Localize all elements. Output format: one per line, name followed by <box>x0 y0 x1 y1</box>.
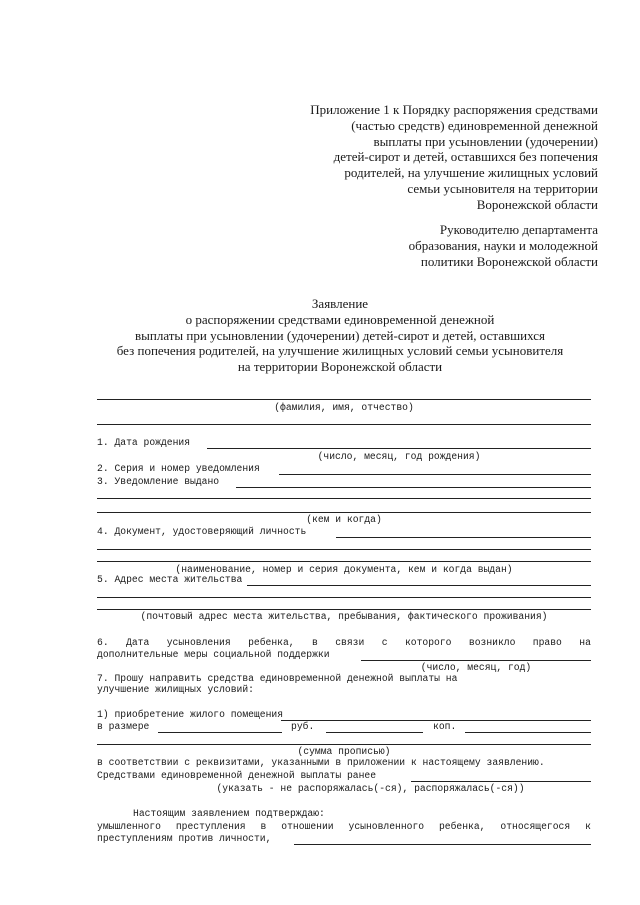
amount-label: в размере <box>97 721 150 732</box>
confirm-word: в <box>260 821 267 832</box>
id-doc-field-3[interactable] <box>97 561 591 562</box>
appendix-line: (частью средств) единовременной денежной <box>351 117 598 133</box>
confirm-word: умышленного <box>97 821 161 832</box>
appendix-line: Приложение 1 к Порядку распоряжения средствами <box>310 102 598 117</box>
statement-title <box>95 296 585 375</box>
issued-hint: (кем и когда) <box>306 514 382 525</box>
adoption-word: на <box>579 637 591 648</box>
id-doc-hint: (наименование, номер и серия документа, кем и когда выдан) <box>175 564 513 575</box>
previous-field[interactable] <box>411 781 591 782</box>
adoption-word: которого <box>404 637 452 648</box>
previous-line: Средствами единовременной денежной выплаты ранее <box>97 770 377 781</box>
confirm-word: ребенка, <box>438 821 486 832</box>
adoption-word: право <box>532 637 562 648</box>
confirm-word: усыновленного <box>348 821 425 832</box>
previous-hint: (указать - не распоряжалась(-ся), распоряжалась(-ся)) <box>216 783 525 794</box>
issued-field-2[interactable] <box>97 498 591 499</box>
addressee-block <box>340 222 598 269</box>
fio-hint: (фамилия, имя, отчество) <box>274 402 414 413</box>
adoption-word: Дата <box>126 637 150 648</box>
confirm-heading: Настоящим заявлением подтверждаю: <box>133 808 325 819</box>
adoption-line-2: дополнительные меры социальной поддержки <box>97 649 330 660</box>
adoption-word: с <box>381 637 388 648</box>
adoption-word: связи <box>335 637 365 648</box>
address-hint: (почтовый адрес места жительства, пребывания, фактического проживания) <box>140 611 548 622</box>
birth-hint: (число, месяц, год рождения) <box>317 451 481 462</box>
amount-kop-field[interactable] <box>465 732 591 733</box>
appendix-line: детей-сирот и детей, оставшихся без попечения <box>333 149 598 165</box>
adoption-word: в <box>312 637 318 648</box>
confirm-word: относящегося <box>500 821 571 832</box>
purchase-label: 1) приобретение жилого помещения <box>97 709 284 720</box>
title-line: без попечения родителей, на улучшение жилищных условий семьи усыновителя <box>116 343 564 359</box>
adoption-word: ребенка, <box>248 637 295 648</box>
confirm-word: преступления <box>175 821 246 832</box>
rub-label: руб. <box>291 721 315 732</box>
notice-label: 2. Серия и номер уведомления <box>97 463 260 474</box>
addressee-line: Руководителю департамента <box>439 222 598 237</box>
adoption-word: усыновления <box>166 637 231 648</box>
title-line: выплаты при усыновлении (удочерении) детей-сирот и детей, оставшихся <box>135 327 545 343</box>
confirm-field[interactable] <box>294 844 591 845</box>
title-heading: Заявление <box>311 296 369 311</box>
id-doc-label: 4. Документ, удостоверяющий личность <box>97 526 307 537</box>
addressee-line: политики Воронежской области <box>420 253 598 269</box>
appendix-line: Воронежской области <box>476 196 598 212</box>
adoption-word: возникло <box>468 637 516 648</box>
issued-field-1[interactable] <box>236 487 591 488</box>
address-field-2[interactable] <box>97 597 591 598</box>
id-doc-field-2[interactable] <box>97 549 591 550</box>
issued-label: 3. Уведомление выдано <box>97 476 220 487</box>
appendix-line: родителей, на улучшение жилищных условий <box>344 165 598 181</box>
adoption-line-1 <box>97 637 591 648</box>
kop-label: коп. <box>433 721 457 732</box>
addressee-line: образования, науки и молодежной <box>408 237 598 253</box>
confirm-line-1 <box>97 821 591 832</box>
notice-number-field[interactable] <box>279 474 591 475</box>
address-field-3[interactable] <box>97 609 591 610</box>
birth-label: 1. Дата рождения <box>97 437 191 448</box>
id-doc-field-1[interactable] <box>336 537 591 538</box>
adoption-word: 6. <box>97 637 109 648</box>
appendix-note <box>280 102 598 213</box>
appendix-line: выплаты при усыновлении (удочерении) <box>373 133 598 149</box>
amount-rub-field[interactable] <box>158 732 282 733</box>
title-line: о распоряжении средствами единовременной денежной <box>185 311 495 327</box>
amount-hint: (сумма прописью) <box>297 746 391 757</box>
address-field-1[interactable] <box>247 585 591 586</box>
birth-date-field[interactable] <box>207 448 591 449</box>
fio-line-1[interactable] <box>97 399 591 400</box>
issued-field-3[interactable] <box>97 512 591 513</box>
title-line: на территории Воронежской области <box>237 359 443 375</box>
amount-rub-field-2[interactable] <box>326 732 423 733</box>
confirm-word: отношении <box>281 821 334 832</box>
adoption-date-field[interactable] <box>361 660 591 661</box>
details-line: в соответствии с реквизитами, указанными в приложении к настоящему заявлению. <box>97 757 545 768</box>
request-line-1: 7. Прошу направить средства единовременной денежной выплаты на <box>97 673 458 684</box>
appendix-line: семьи усыновителя на территории <box>407 180 598 196</box>
address-label: 5. Адрес места жительства <box>97 574 243 585</box>
fio-line-2[interactable] <box>97 424 591 425</box>
adoption-hint: (число, месяц, год) <box>420 662 532 673</box>
confirm-word: к <box>585 821 591 832</box>
confirm-line-2: преступлениям против личности, <box>97 833 272 844</box>
amount-words-field[interactable] <box>97 744 591 745</box>
request-line-2: улучшение жилищных условий: <box>97 684 254 695</box>
